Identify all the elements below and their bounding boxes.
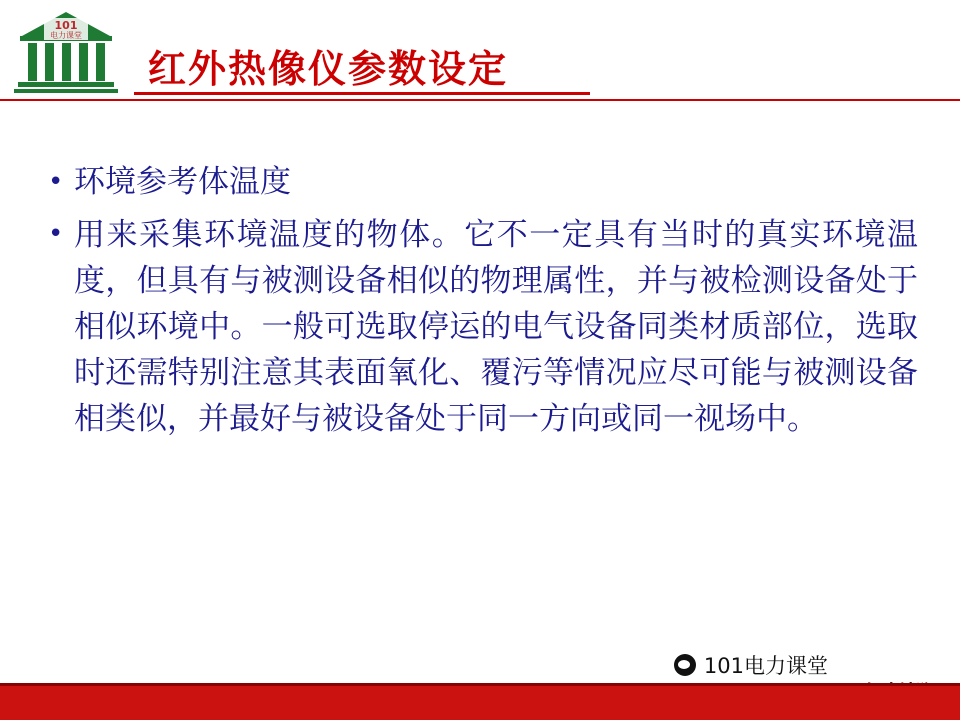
header-divider: [0, 99, 960, 101]
wechat-attribution: [674, 650, 828, 680]
slide-header: [0, 0, 960, 104]
page-title: 红外热像仪参数设定: [148, 47, 509, 91]
list-item: [48, 160, 918, 204]
list-item: [48, 212, 918, 442]
logo: [14, 6, 118, 98]
title-underline: [134, 92, 590, 95]
wechat-icon: [674, 654, 696, 676]
svg-text:101: 101: [54, 19, 78, 32]
svg-text:电力课堂: 电力课堂: [50, 31, 82, 40]
bullet-text: 用来采集环境温度的物体。它不一定具有当时的真实环境温度，但具有与被测设备相似的物理属性，并与被检测设备处于相似环境中。一般可选取停运的电气设备同类材质部位，选取时还需特别注意其表面氧化、覆污等情况应尽可能与被测设备相类似，并最好与被设备处于同一方向或同一视场中。: [74, 217, 918, 437]
wechat-label: 101电力课堂: [703, 654, 828, 678]
footer-bar: [0, 686, 960, 720]
slide-content: [48, 160, 918, 450]
bullet-text: 环境参考体温度: [74, 164, 291, 200]
bullet-icon: •: [48, 167, 64, 197]
bullet-icon: •: [48, 219, 64, 249]
